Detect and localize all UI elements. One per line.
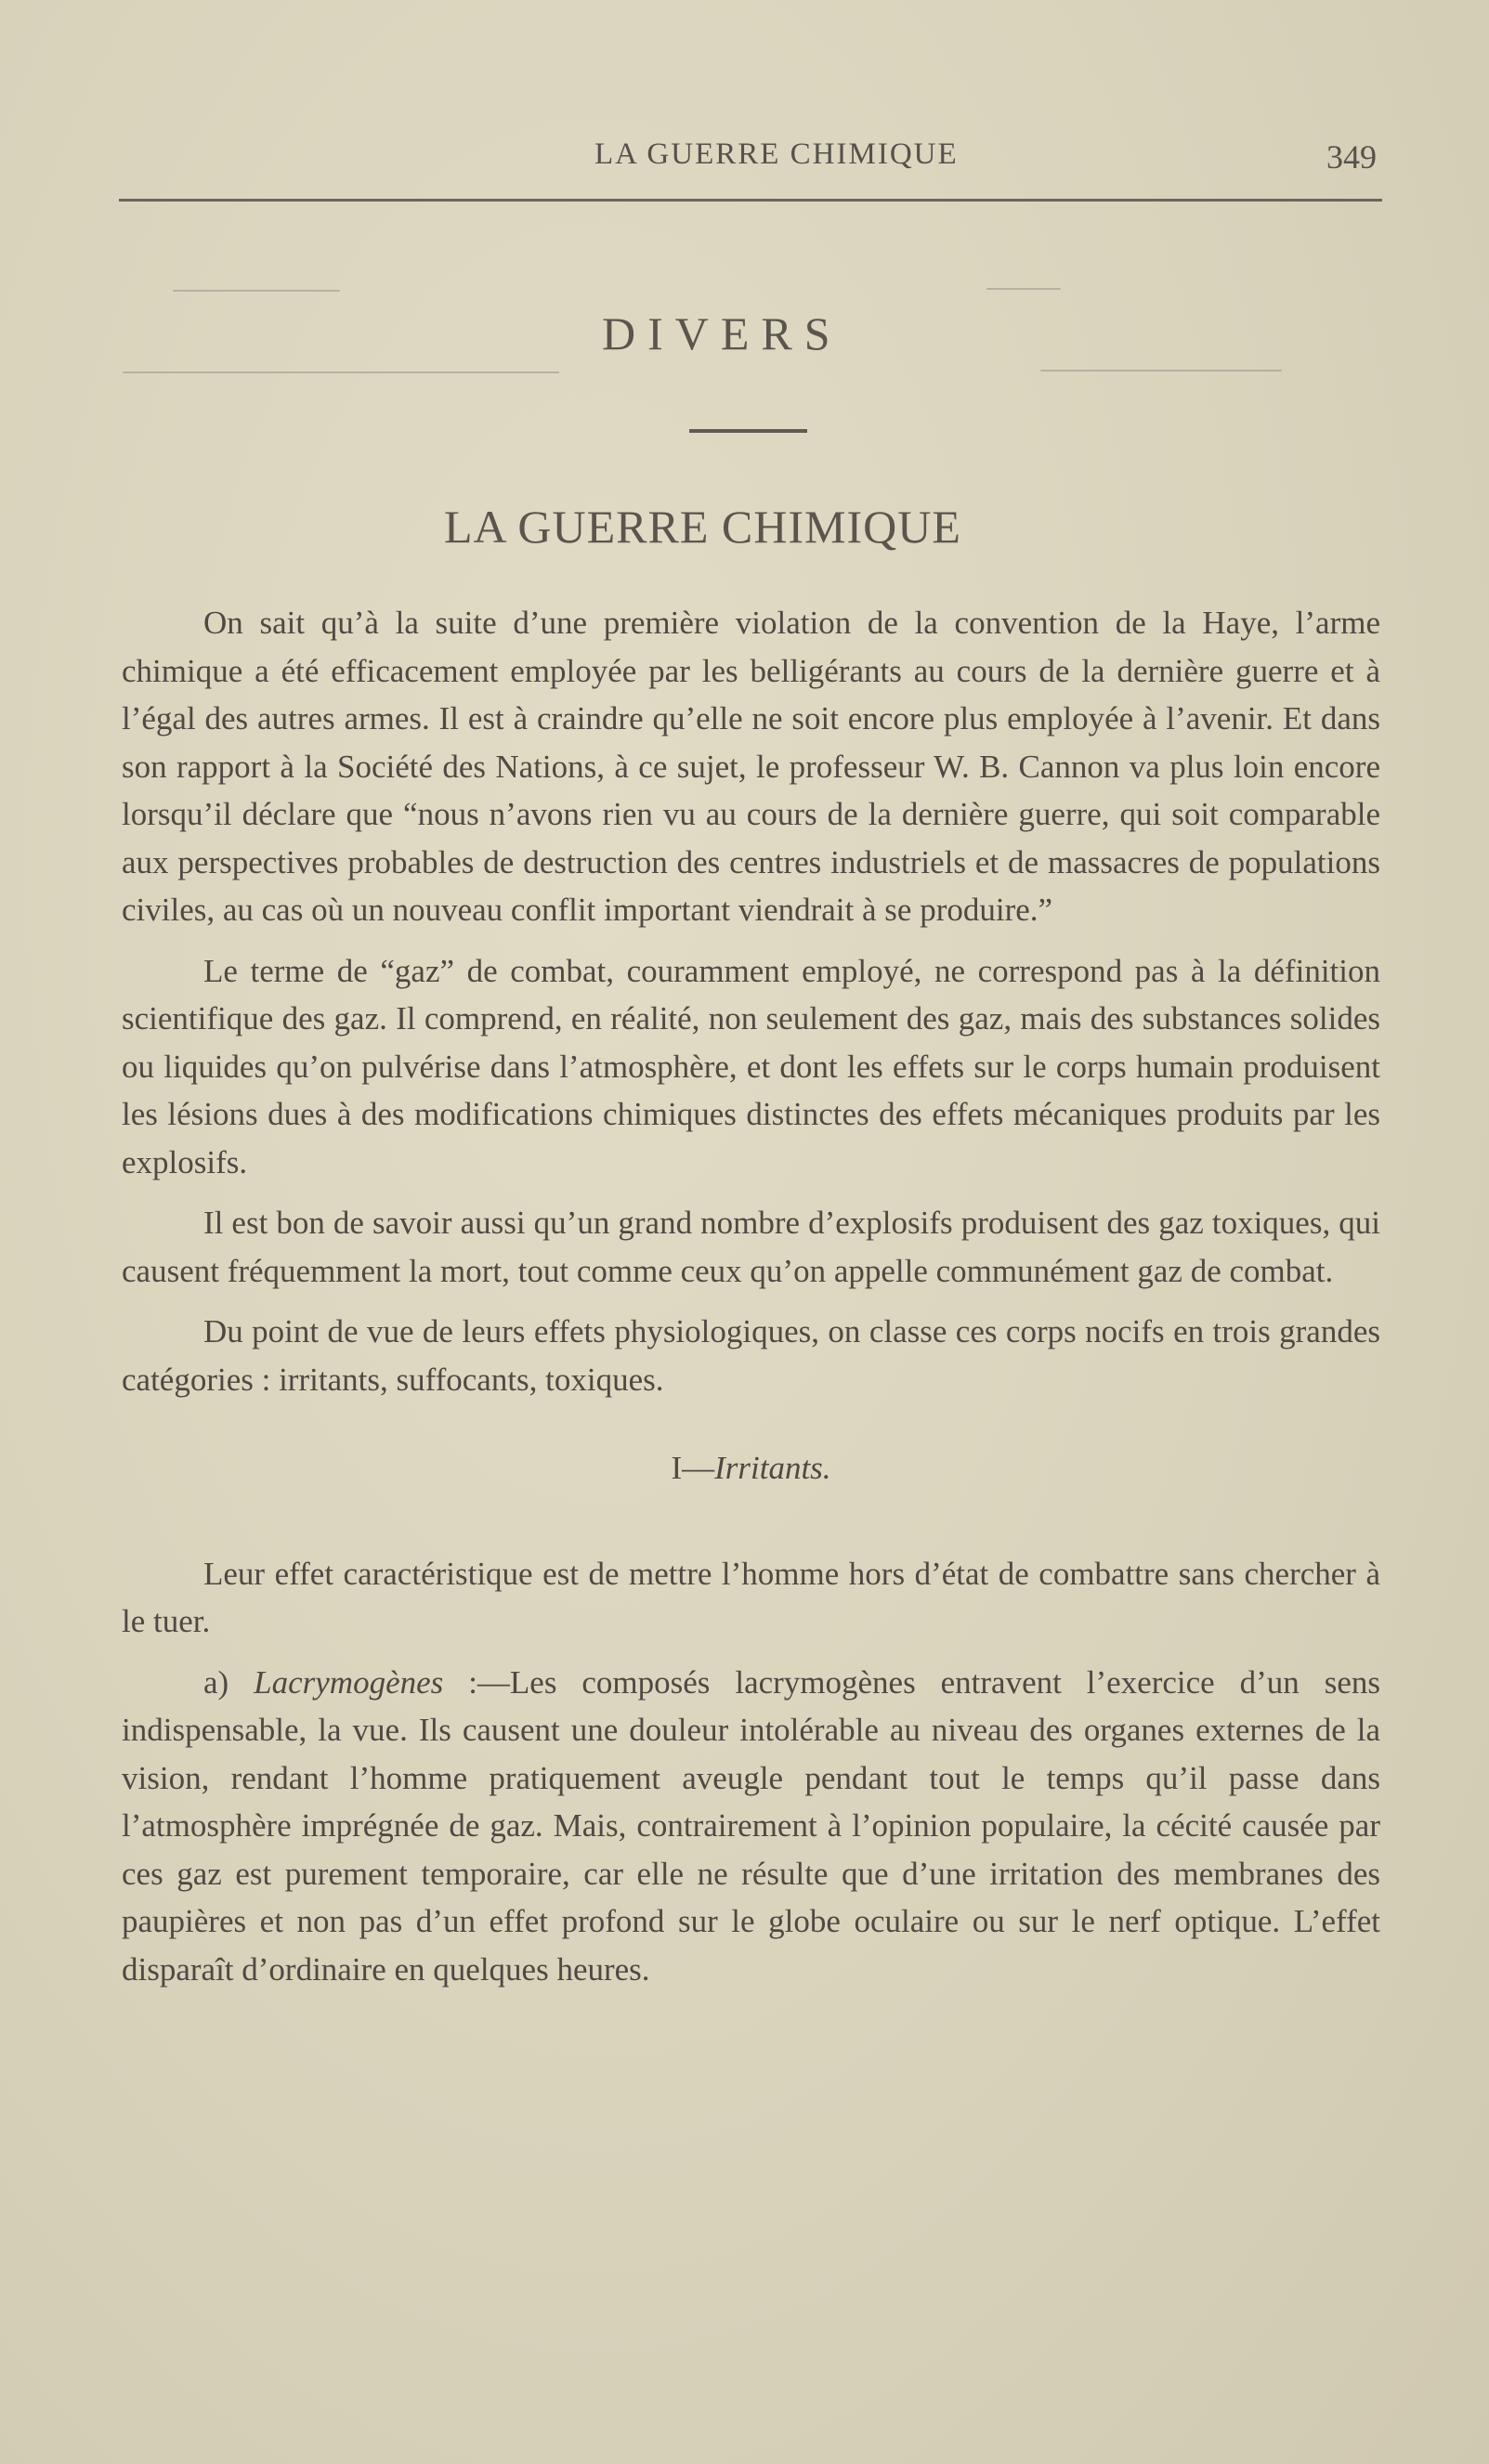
print-speck bbox=[986, 288, 1061, 290]
item-text: Les composés lacrymogènes entravent l’exercice d’un sens indispensable, la vue. Ils causent une douleur intolérable au niveau des organes externes de la vision, rendant l’homme pratiquement aveugle pendant tout le temps qu’il passe dans l’atmosphère imprégnée de gaz. Mais, contrairement à l’opinion populaire, la cécité causée par ces gaz est purement temporaire, car elle ne résulte que d’une irritation des membranes des paupières et non pas d’un effet profond sur le globe oculaire ou sur le nerf optique. L’effet disparaît d’ordinaire en quelques heures. bbox=[122, 1663, 1380, 1988]
article-title: LA GUERRE CHIMIQUE bbox=[444, 501, 961, 553]
item-separator: :— bbox=[443, 1663, 510, 1701]
article-body bbox=[122, 599, 1380, 2006]
page-number: 349 bbox=[1326, 138, 1377, 176]
print-speck bbox=[123, 372, 559, 373]
section-title: DIVERS bbox=[602, 307, 842, 359]
list-item-a bbox=[122, 1659, 1380, 1994]
running-header-title: LA GUERRE CHIMIQUE bbox=[594, 137, 959, 171]
item-term: Lacrymogènes bbox=[254, 1663, 444, 1701]
subsection-number: I— bbox=[671, 1450, 715, 1486]
print-speck bbox=[173, 290, 340, 292]
subsection-title: Irritants. bbox=[714, 1450, 831, 1486]
paragraph: Le terme de “gaz” de combat, couramment employé, ne correspond pas à la définition scientifique des gaz. Il comprend, en réalité, non seulement des gaz, mais des substances solides ou liquides qu’on pulvérise dans l’atmosphère, et dont les effets sur le corps humain produisent les lésions dues à des modifications chimiques distinctes des effets mécaniques produits par les explosifs. bbox=[122, 952, 1380, 1180]
print-speck bbox=[1040, 370, 1282, 372]
item-marker: a) bbox=[203, 1663, 229, 1701]
paragraph: Il est bon de savoir aussi qu’un grand nombre d’explosifs produisent des gaz toxiques, qui causent fréquemment la mort, tout comme ceux qu’on appelle communément gaz de combat. bbox=[122, 1205, 1380, 1289]
header-rule bbox=[119, 199, 1382, 202]
paragraph: Du point de vue de leurs effets physiologiques, on classe ces corps nocifs en trois grandes catégories : irritants, suffocants, toxiques. bbox=[122, 1313, 1380, 1398]
paragraph: On sait qu’à la suite d’une première violation de la convention de la Haye, l’arme chimique a été efficacement employée par les belligérants au cours de la dernière guerre et à l’égal des autres armes. Il est à craindre qu’elle ne soit encore plus employée à l’avenir. Et dans son rapport à la Société des Nations, à ce sujet, le professeur W. B. Cannon va plus loin encore lorsqu’il déclare que “nous n’avons rien vu au cours de la dernière guerre, qui soit comparable aux perspectives probables de destruction des centres industriels et de massacres de populations civiles, au cas où un nouveau conflit important viendrait à se produire.” bbox=[122, 605, 1380, 928]
paragraph: Leur effet caractéristique est de mettre l’homme hors d’état de combattre sans chercher à le tuer. bbox=[122, 1555, 1380, 1639]
section-rule bbox=[689, 429, 807, 433]
subsection-heading bbox=[122, 1444, 1380, 1493]
